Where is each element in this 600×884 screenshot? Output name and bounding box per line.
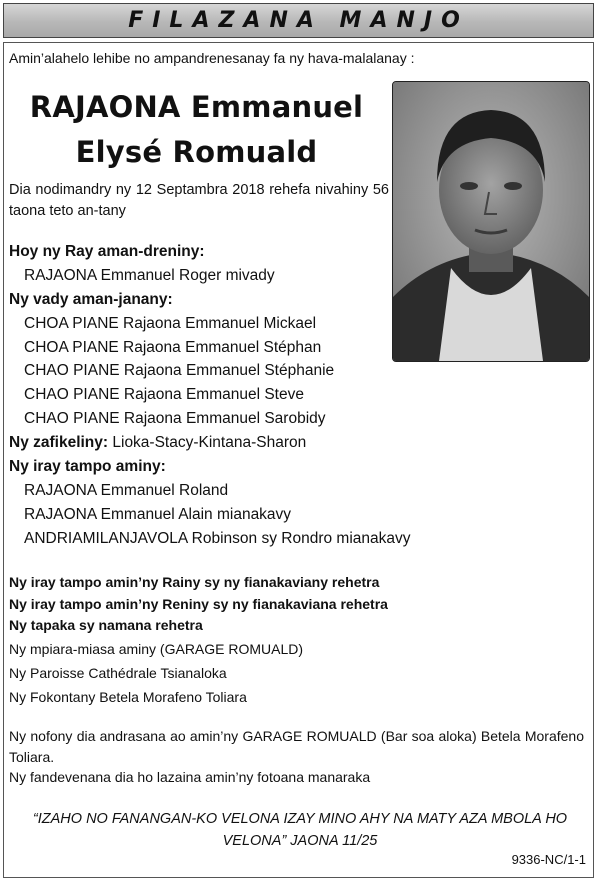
relatives-line: Ny iray tampo amin’ny Reniny sy ny fianakaviana rehetra [9,596,388,612]
intro-text: Amin’alahelo lehibe no ampandrenesanay fa ny hava-malalanay : [9,50,415,66]
child-entry: CHOA PIANE Rajaona Emmanuel Mickael [24,315,317,332]
child-entry: CHAO PIANE Rajaona Emmanuel Sarobidy [24,410,326,427]
deceased-photo [392,81,590,362]
grandchildren-names: Lioka-Stacy-Kintana-Sharon [112,434,307,451]
others-line: Ny Fokontany Betela Morafeno Toliara [9,689,247,705]
deceased-name-line1: RAJAONA Emmanuel [29,90,364,124]
spouse-children-label: Ny vady aman-janany: [9,291,173,308]
death-date-text: Dia nodimandry ny 12 Septambra 2018 rehefa nivahiny 56 taona teto an-tany [9,182,389,219]
header-title: FILAZANA MANJO [128,8,469,33]
relatives-line: Ny iray tampo amin’ny Rainy sy ny fianakaviany rehetra [9,574,380,590]
sibling-entry: RAJAONA Emmanuel Alain mianakavy [24,506,292,523]
funeral-note: Ny fandevenana dia ho lazaina amin’ny fotoana manaraka [9,769,371,785]
others-line: Ny Paroisse Cathédrale Tsianaloka [9,665,227,681]
portrait-image [393,82,589,361]
deceased-name-line2: Elysé Romuald [75,135,318,169]
child-entry: CHOA PIANE Rajaona Emmanuel Stéphan [24,339,322,356]
grandchildren-line [9,434,306,452]
sibling-entry: RAJAONA Emmanuel Roland [24,482,229,499]
bible-quote-line2: VELONA” JAONA 11/25 [222,833,378,849]
reference-code: 9336-NC/1-1 [511,852,586,867]
header-banner [3,3,594,38]
grandchildren-label: Ny zafikeliny: [9,434,109,451]
bible-quote-line1: “IZAHO NO FANANGAN-KO VELONA IZAY MINO AHY NA MATY AZA MBOLA HO [32,811,568,827]
others-line: Ny mpiara-miasa aminy (GARAGE ROMUALD) [9,641,304,657]
parent-entry: RAJAONA Emmanuel Roger mivady [24,267,275,284]
wake-note: Ny nofony dia andrasana ao amin’ny GARAGE ROMUALD (Bar soa aloka) Betela Morafeno Toliara. [9,728,584,765]
child-entry: CHAO PIANE Rajaona Emmanuel Steve [24,386,304,403]
relatives-line: Ny tapaka sy namana rehetra [9,617,203,633]
child-entry: CHAO PIANE Rajaona Emmanuel Stéphanie [24,362,335,379]
parents-label: Hoy ny Ray aman-dreniny: [9,243,205,260]
siblings-label: Ny iray tampo aminy: [9,458,166,475]
sibling-entry: ANDRIAMILANJAVOLA Robinson sy Rondro mianakavy [24,530,411,547]
